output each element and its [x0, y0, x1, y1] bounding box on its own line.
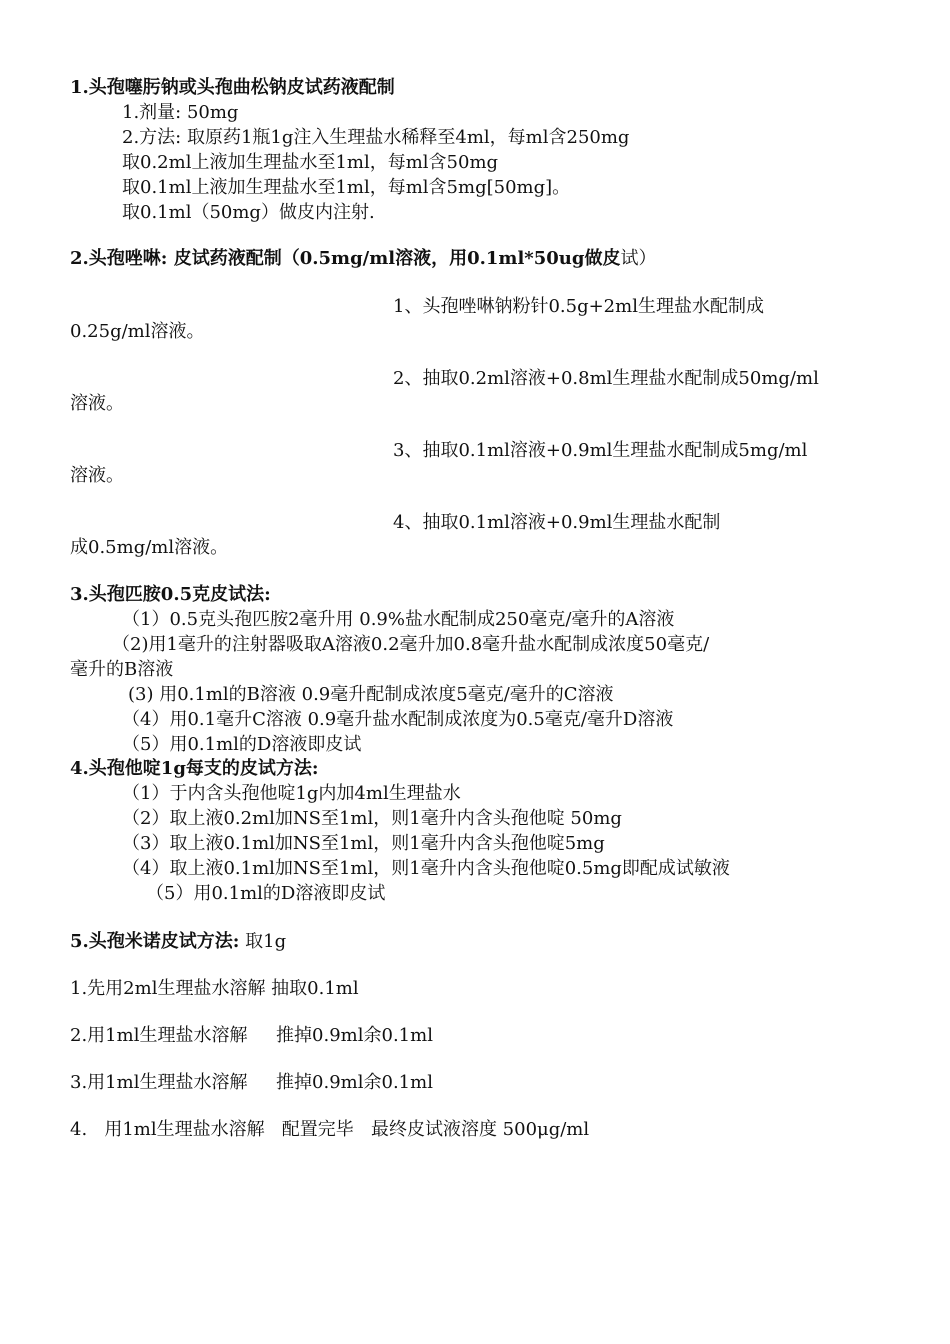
section-3-line: （5）用0.1ml的D溶液即皮试 [122, 734, 362, 755]
section-3-line: （1）0.5克头孢匹胺2毫升用 0.9%盐水配制成250毫克/毫升的A溶液 [122, 609, 675, 630]
section-4-title: 4.头孢他啶1g每支的皮试方法: [70, 758, 319, 779]
section-1-title: 1.头孢噻肟钠或头孢曲松钠皮试药液配制 [70, 77, 395, 98]
section-1-line: 取0.1ml上液加生理盐水至1ml，每ml含5mg[50mg]。 [122, 177, 571, 198]
section-2-title-bold: 2.头孢唑啉: 皮试药液配制 [70, 248, 282, 269]
section-1-line: 取0.2ml上液加生理盐水至1ml，每ml含50mg [122, 152, 499, 173]
section-2-item-rest: 成0.5mg/ml溶液。 [70, 537, 229, 558]
section-4-line: （3）取上液0.1ml加NS至1ml，则1毫升内含头孢他啶5mg [122, 833, 605, 854]
section-1-line: 取0.1ml（50mg）做皮内注射. [122, 202, 375, 223]
section-1-line: 1.剂量: 50mg [122, 102, 239, 123]
section-4-line: （1）于内含头孢他啶1g内加4ml生理盐水 [122, 783, 461, 804]
section-1-line: 2.方法: 取原药1瓶1g注入生理盐水稀释至4ml，每ml含250mg [122, 127, 630, 148]
section-5-line: 1.先用2ml生理盐水溶解 抽取0.1ml [70, 978, 359, 999]
section-5-title-bold: 5.头孢米诺皮试方法: [70, 931, 240, 952]
section-2-item-rest: 溶液。 [70, 393, 124, 414]
section-4-line: （5）用0.1ml的D溶液即皮试 [146, 883, 386, 904]
section-2-item-first: 4、抽取0.1ml溶液+0.9ml生理盐水配制 [393, 512, 721, 533]
section-3-line: （2)用1毫升的注射器吸取A溶液0.2毫升加0.8毫升盐水配制成浓度50毫克/ [112, 634, 710, 655]
section-2-item-first: 2、抽取0.2ml溶液+0.8ml生理盐水配制成50mg/ml [393, 368, 819, 389]
section-2-item-first: 3、抽取0.1ml溶液+0.9ml生理盐水配制成5mg/ml [393, 440, 808, 461]
section-5-line: 3.用1ml生理盐水溶解 推掉0.9ml余0.1ml [70, 1072, 433, 1093]
section-3-line: (3) 用0.1ml的B溶液 0.9毫升配制成浓度5毫克/毫升的C溶液 [128, 684, 614, 705]
section-2-title-paren: （0.5mg/ml溶液，用0.1ml*50ug做皮 [281, 248, 621, 269]
section-3-title: 3.头孢匹胺0.5克皮试法: [70, 584, 271, 605]
section-5-line: 2.用1ml生理盐水溶解 推掉0.9ml余0.1ml [70, 1025, 433, 1046]
section-2-item-rest: 0.25g/ml溶液。 [70, 321, 205, 342]
section-4-line: （2）取上液0.2ml加NS至1ml，则1毫升内含头孢他啶 50mg [122, 808, 622, 829]
section-3-line: 毫升的B溶液 [70, 659, 174, 680]
section-2-title-tail: 试） [620, 248, 657, 269]
section-4-line: （4）取上液0.1ml加NS至1ml，则1毫升内含头孢他啶0.5mg即配成试敏液 [122, 858, 730, 879]
section-2-title [70, 247, 656, 271]
section-5-title [70, 930, 286, 954]
section-5-title-rest: 取1g [245, 931, 287, 952]
section-3-line: （4）用0.1毫升C溶液 0.9毫升盐水配制成浓度为0.5毫克/毫升D溶液 [122, 709, 674, 730]
section-2-item-first: 1、头孢唑啉钠粉针0.5g+2ml生理盐水配制成 [393, 296, 764, 317]
section-5-line: 4. 用1ml生理盐水溶解 配置完毕 最终皮试液溶度 500μg/ml [70, 1119, 590, 1140]
section-2-item-rest: 溶液。 [70, 465, 124, 486]
